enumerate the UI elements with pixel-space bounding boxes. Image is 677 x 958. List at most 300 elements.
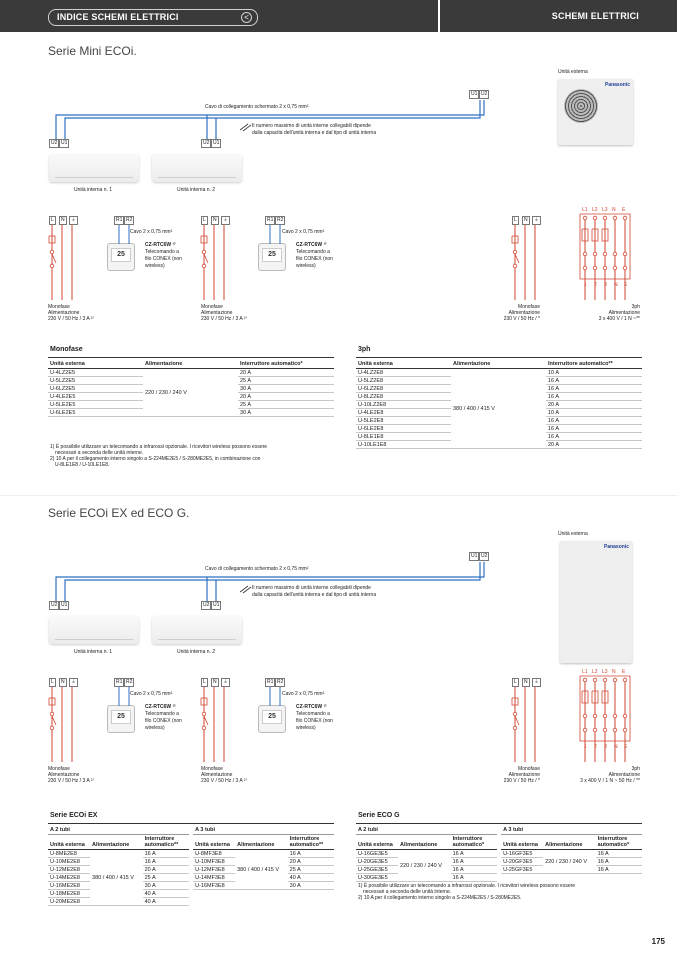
fuse-icon: [582, 229, 588, 241]
col-header: Unità esterna: [48, 360, 143, 369]
breaker-cell: 16 A: [451, 874, 497, 882]
ph3-node: [583, 216, 587, 220]
ph3-node: [613, 678, 617, 682]
ph3-number-label: 1: [584, 744, 587, 750]
ph3-table: [356, 360, 642, 449]
indoor2-terminal-earth: ⏚: [223, 679, 229, 685]
unit-cell: U-10LE1E8: [356, 441, 451, 449]
header-divider: [438, 0, 440, 32]
footnote-1b: necessari a seconda delle unità interne.: [55, 450, 144, 456]
max-units-note: dalla capacità dell'unità interna e dal tipo di unità interna: [252, 592, 377, 598]
indoor2-terminal-l: L: [203, 679, 206, 685]
col-header: Unità esterna: [501, 835, 543, 850]
terminal-r1: R1: [267, 217, 274, 223]
indoor2-power-label: Alimentazione: [201, 310, 233, 316]
unit-cell: U-30GE3E5: [356, 874, 398, 882]
breaker-icon: [201, 236, 207, 243]
indoor1-power-label: 230 V / 50 Hz / 3 A ²⁾: [48, 316, 94, 322]
indoor2-power-label: Alimentazione: [201, 772, 233, 778]
ph3-node: [583, 266, 587, 270]
unit-cell: U-10LZ2E8: [356, 401, 451, 409]
index-title: INDICE SCHEMI ELETTRICI: [57, 12, 179, 22]
empty-cell: [193, 898, 334, 906]
power-cell: 220 / 230 / 240 V: [143, 369, 238, 417]
unit-cell: U-10ME2E8: [48, 858, 90, 866]
breaker-icon: [201, 698, 207, 705]
indoor2-terminal-earth: ⏚: [223, 217, 229, 223]
breaker-cell: 30 A: [238, 409, 334, 417]
terminal-u2: U2: [203, 602, 210, 608]
switch-icon: [204, 254, 208, 263]
unit-cell: U-5LE2E5: [48, 401, 143, 409]
ph3-node: [603, 728, 607, 732]
ph3-node: [603, 678, 607, 682]
indoor1-power-label: Monofase: [48, 304, 70, 310]
unit-cell: U-20ME2E8: [48, 898, 90, 906]
breaker-icon: [512, 698, 518, 705]
ph3-node: [593, 678, 597, 682]
outdoor-mono-power-label: Monofase: [518, 766, 540, 772]
ph3-terminal-label: L1: [582, 207, 588, 213]
terminal-r2: R2: [126, 679, 133, 685]
power-cell: 380 / 400 / 415 V: [90, 850, 143, 906]
unit-cell: U-8LZ2E8: [356, 393, 451, 401]
ph3-number-label: E: [624, 744, 628, 750]
g-table: [356, 826, 642, 882]
break-mark: [243, 125, 251, 131]
switch-icon: [204, 716, 208, 725]
footnote-1b: necessari a seconda delle unità interne.: [363, 889, 452, 895]
col-header: Interruttore automatico**: [143, 835, 189, 850]
ph3-node: [613, 714, 617, 718]
terminal-u2: U2: [51, 140, 58, 146]
ph3-node: [583, 728, 587, 732]
unit-cell: U-6LE2E8: [356, 425, 451, 433]
fuse-icon: [592, 229, 598, 241]
unit-cell: U-10MF3E8: [193, 858, 235, 866]
ph3-terminal-label: N: [612, 669, 616, 675]
mono-table-title: Monofase: [50, 346, 83, 353]
ph3-node: [613, 216, 617, 220]
remote-desc: Telecomando a: [296, 249, 330, 255]
indoor2-power-label: 230 V / 50 Hz / 3 A ²⁾: [201, 316, 247, 322]
empty-cell: [501, 874, 642, 882]
unit-cell: U-8LE1E8: [356, 433, 451, 441]
break-mark: [240, 586, 248, 592]
col-header: Alimentazione: [235, 835, 288, 850]
unit-cell: U-16GF3E5: [501, 850, 543, 858]
terminal-r2: R2: [277, 217, 284, 223]
page-number: 175: [651, 937, 665, 946]
terminal-u1: U1: [213, 140, 220, 146]
outdoor-3ph-power-label: Alimentazione: [608, 772, 640, 778]
remote-desc: Telecomando a: [145, 711, 179, 717]
breaker-cell: 20 A: [143, 866, 189, 874]
external-unit-label: Unità esterna: [558, 69, 588, 75]
indoor-unit-1-image: [49, 616, 139, 644]
ex-table-title: Serie ECOi EX: [50, 812, 98, 819]
outdoor-3ph-power-label: 3 x 400 V / 1 N ~ 50 Hz / **: [580, 778, 640, 784]
col-header: Alimentazione: [143, 360, 238, 369]
col-header: Alimentazione: [543, 835, 596, 850]
diagram-title: Serie ECOi EX ed ECO G.: [48, 506, 190, 520]
ph3-node: [603, 216, 607, 220]
indoor1-terminal-l: L: [51, 679, 54, 685]
break-mark: [243, 587, 251, 593]
group-header: A 3 tubi: [193, 826, 334, 835]
remote-display: 25: [111, 248, 131, 262]
indoor-unit-2-label: Unità interna n. 2: [177, 187, 216, 193]
outdoor-terminal-l: L: [514, 679, 517, 685]
terminal-u2: U2: [481, 91, 488, 97]
breaker-cell: 20 A: [238, 369, 334, 377]
indoor2-power-label: Monofase: [201, 766, 223, 772]
remote-cable-label: Cavo 2 x 0,75 mm²: [282, 691, 325, 697]
empty-cell: [193, 890, 334, 898]
ph3-node: [603, 252, 607, 256]
power-cell: 380 / 400 / 415 V: [235, 850, 288, 890]
remote-desc: filo CONEX (non: [296, 718, 333, 724]
switch-icon: [515, 716, 519, 725]
unit-cell: U-14MF3E8: [193, 874, 235, 882]
breaker-cell: 16 A: [596, 850, 642, 858]
ph3-table-title: 3ph: [358, 346, 371, 353]
ph3-number-label: 1: [584, 282, 587, 288]
ex-table-rule: [48, 823, 334, 824]
external-unit-label: Unità esterna: [558, 531, 588, 537]
remote-desc: filo CONEX (non: [145, 718, 182, 724]
breaker-cell: 16 A: [451, 858, 497, 866]
remote-display: 25: [111, 710, 131, 724]
indoor2-terminal-n: N: [213, 217, 217, 223]
unit-cell: U-5LZ2E8: [356, 377, 451, 385]
unit-cell: U-4LZ2E8: [356, 369, 451, 377]
remote-cable-label: Cavo 2 x 0,75 mm²: [282, 229, 325, 235]
remote-name: CZ-RTC6W ¹⁾: [296, 704, 327, 710]
ph3-node: [583, 714, 587, 718]
unit-cell: U-16MF3E8: [193, 882, 235, 890]
terminal-u1: U1: [471, 553, 478, 559]
outdoor-unit-image: [560, 541, 632, 663]
footnote-2: 2) 10 A per il collegamento interno singolo a S-224ME2E5 / S-280ME2E5.: [358, 895, 522, 901]
fan-icon: [564, 89, 598, 123]
terminal-u2: U2: [203, 140, 210, 146]
breaker-cell: 20 A: [238, 393, 334, 401]
unit-cell: U-20GF3E5: [501, 858, 543, 866]
unit-cell: U-25GF3E5: [501, 866, 543, 874]
terminal-r2: R2: [126, 217, 133, 223]
terminal-u1: U1: [213, 602, 220, 608]
unit-cell: U-20GE3E5: [356, 858, 398, 866]
outdoor-mono-power-label: Alimentazione: [508, 772, 540, 778]
g-table-title: Serie ECO G: [358, 812, 400, 819]
indoor-unit-2-label: Unità interna n. 2: [177, 649, 216, 655]
ph3-node: [623, 216, 627, 220]
outdoor-terminal-earth: ⏚: [534, 679, 540, 685]
breaker-cell: 20 A: [546, 401, 642, 409]
unit-cell: U-8MF3E8: [193, 850, 235, 858]
ph3-node: [593, 252, 597, 256]
brand-logo: Panasonic: [603, 544, 629, 550]
breaker-cell: 10 A: [546, 409, 642, 417]
col-header: Interruttore automatico**: [546, 360, 642, 369]
terminal-u1: U1: [61, 140, 68, 146]
remote-display: 25: [262, 710, 282, 724]
fuse-icon: [602, 691, 608, 703]
indoor-unit-2-image: [152, 616, 242, 644]
ph3-node: [583, 252, 587, 256]
switch-node: [513, 712, 517, 716]
indoor2-power-label: 230 V / 50 Hz / 3 A ²⁾: [201, 778, 247, 784]
ph3-terminal-label: L1: [582, 669, 588, 675]
outdoor-3ph-power-label: 3ph: [631, 766, 640, 772]
switch-node: [50, 726, 54, 730]
col-header: Interruttore automatico*: [238, 360, 334, 369]
table-row: [356, 850, 642, 858]
terminal-r1: R1: [116, 679, 123, 685]
remote-control-image: [258, 243, 286, 271]
breaker-cell: 16 A: [546, 433, 642, 441]
switch-node: [202, 264, 206, 268]
power-cell: 220 / 230 / 240 V: [543, 850, 596, 874]
mono-table: [48, 360, 334, 417]
remote-desc: wireless): [145, 263, 165, 269]
ph3-node: [603, 714, 607, 718]
footnote-1a: 1) È possibile utilizzare un telecomando a infrarossi opzionale. I ricevitori wireless possono essere: [358, 883, 576, 889]
outdoor-terminal-n: N: [524, 679, 528, 685]
breaker-icon: [49, 236, 55, 243]
ex-table: [48, 826, 334, 906]
remote-cable-label: Cavo 2 x 0,75 mm²: [130, 691, 173, 697]
indoor-unit-1-label: Unità interna n. 1: [74, 649, 113, 655]
switch-icon: [515, 254, 519, 263]
break-mark: [240, 124, 248, 130]
switch-node: [202, 726, 206, 730]
outdoor-terminal-n: N: [524, 217, 528, 223]
unit-cell: U-4LZ2E5: [48, 369, 143, 377]
ph3-number-label: 2: [594, 282, 597, 288]
indoor2-power-label: Monofase: [201, 304, 223, 310]
unit-cell: U-5LZ2E5: [48, 377, 143, 385]
terminal-r1: R1: [116, 217, 123, 223]
breaker-cell: 16 A: [546, 417, 642, 425]
ph3-node: [623, 252, 627, 256]
cable-label: Cavo di collegamento schermato 2 x 0,75 mm²: [205, 104, 309, 110]
outdoor-mono-power-label: 230 V / 50 Hz / *: [503, 316, 540, 322]
remote-name: CZ-RTC6W ¹⁾: [296, 242, 327, 248]
ph3-number-label: N: [614, 744, 618, 750]
outdoor-3ph-power-label: 3 x 400 V / 1 N ~**: [598, 316, 640, 322]
indoor1-terminal-earth: ⏚: [71, 217, 77, 223]
ph3-node: [623, 714, 627, 718]
ph3-node: [593, 216, 597, 220]
outdoor-terminal-l: L: [514, 217, 517, 223]
breaker-icon: [512, 236, 518, 243]
unit-cell: U-5LE2E8: [356, 417, 451, 425]
remote-display: 25: [262, 248, 282, 262]
unit-cell: U-4LE2E8: [356, 409, 451, 417]
group-header: A 3 tubi: [501, 826, 642, 835]
col-header: Unità esterna: [48, 835, 90, 850]
remote-name: CZ-RTC6W ¹⁾: [145, 704, 176, 710]
section-title: SCHEMI ELETTRICI: [551, 11, 639, 21]
breaker-cell: 16 A: [596, 858, 642, 866]
breaker-cell: 10 A: [546, 369, 642, 377]
table-row: [48, 850, 334, 858]
outdoor-3ph-power-label: 3ph: [631, 304, 640, 310]
breaker-cell: 30 A: [143, 882, 189, 890]
ph3-node: [613, 266, 617, 270]
col-header: Alimentazione: [451, 360, 546, 369]
col-header: Unità esterna: [356, 360, 451, 369]
outdoor-3ph-power-label: Alimentazione: [608, 310, 640, 316]
table-row: [356, 369, 642, 377]
group-header: A 2 tubi: [48, 826, 189, 835]
group-header: A 2 tubi: [356, 826, 497, 835]
remote-control-image: [107, 243, 135, 271]
ph3-terminal-label: N: [612, 207, 616, 213]
breaker-cell: 40 A: [143, 898, 189, 906]
unit-cell: U-14ME2E8: [48, 874, 90, 882]
terminal-u1: U1: [471, 91, 478, 97]
terminal-u2: U2: [481, 553, 488, 559]
footnote: [50, 444, 267, 468]
unit-cell: U-16ME2E8: [48, 882, 90, 890]
col-header: Alimentazione: [90, 835, 143, 850]
ph3-terminal-label: L2: [592, 207, 598, 213]
col-header: Alimentazione: [398, 835, 451, 850]
indoor1-power-label: Alimentazione: [48, 310, 80, 316]
section-divider: [0, 495, 677, 496]
remote-name: CZ-RTC6W ¹⁾: [145, 242, 176, 248]
switch-node: [513, 250, 517, 254]
outdoor-terminal-earth: ⏚: [534, 217, 540, 223]
ph3-node: [623, 678, 627, 682]
breaker-cell: 16 A: [288, 850, 334, 858]
breaker-cell: 16 A: [143, 850, 189, 858]
unit-cell: U-6LZ2E5: [48, 385, 143, 393]
back-icon[interactable]: <: [241, 12, 252, 23]
ph3-node: [623, 728, 627, 732]
breaker-cell: 16 A: [546, 385, 642, 393]
col-header: Interruttore automatico**: [288, 835, 334, 850]
power-cell: 220 / 230 / 240 V: [398, 850, 451, 882]
ph3-terminal-label: E: [622, 669, 626, 675]
footnote-2b: U-8LE1E8 / U-10LE1E8.: [55, 462, 110, 468]
remote-control-image: [258, 705, 286, 733]
breaker-cell: 16 A: [596, 866, 642, 874]
terminal-r1: R1: [267, 679, 274, 685]
brand-logo: Panasonic: [604, 82, 630, 88]
switch-node: [202, 712, 206, 716]
unit-cell: U-12MF3E8: [193, 866, 235, 874]
g-table-rule: [356, 823, 642, 824]
footnote: [358, 883, 575, 901]
unit-cell: U-12ME2E8: [48, 866, 90, 874]
max-units-note: dalla capacità dell'unità interna e dal tipo di unità interna: [252, 130, 377, 136]
outdoor-unit-image: [558, 79, 633, 145]
ph3-node: [593, 266, 597, 270]
switch-node: [50, 264, 54, 268]
indoor-unit-1-image: [49, 154, 139, 182]
ph3-node: [603, 266, 607, 270]
footnote-2a: 2) 10 A per il collegamento interno singolo a S-224ME2E5 / S-280ME2E5, in combinazione con: [50, 456, 261, 462]
breaker-cell: 25 A: [238, 401, 334, 409]
breaker-cell: 16 A: [143, 858, 189, 866]
col-header: Unità esterna: [356, 835, 398, 850]
ph3-number-label: N: [614, 282, 618, 288]
remote-desc: wireless): [296, 263, 316, 269]
breaker-icon: [49, 698, 55, 705]
breaker-cell: 16 A: [546, 377, 642, 385]
ph3-terminal-label: E: [622, 207, 626, 213]
breaker-cell: 25 A: [143, 874, 189, 882]
terminal-r2: R2: [277, 679, 284, 685]
indoor1-power-label: Alimentazione: [48, 772, 80, 778]
unit-cell: U-25GE3E5: [356, 866, 398, 874]
diagram-title: Serie Mini ECOi.: [48, 44, 137, 58]
outdoor-mono-power-label: Monofase: [518, 304, 540, 310]
col-header: Interruttore automatico*: [596, 835, 642, 850]
indoor1-terminal-n: N: [61, 217, 65, 223]
unit-cell: U-8ME2E8: [48, 850, 90, 858]
switch-node: [202, 250, 206, 254]
power-cell: 380 / 400 / 415 V: [451, 369, 546, 449]
switch-icon: [52, 716, 56, 725]
fuse-icon: [582, 691, 588, 703]
switch-node: [513, 726, 517, 730]
indoor-unit-1-label: Unità interna n. 1: [74, 187, 113, 193]
ph3-terminal-label: L3: [602, 669, 608, 675]
terminal-u2: U2: [51, 602, 58, 608]
remote-desc: Telecomando a: [296, 711, 330, 717]
fuse-icon: [602, 229, 608, 241]
index-link[interactable]: [48, 9, 258, 26]
indoor1-terminal-l: L: [51, 217, 54, 223]
ph3-table-rule: [356, 357, 642, 358]
table-row: [48, 369, 334, 377]
unit-cell: U-6LE2E5: [48, 409, 143, 417]
unit-cell: U-18ME2E8: [48, 890, 90, 898]
mono-table-rule: [48, 357, 334, 358]
remote-control-image: [107, 705, 135, 733]
fuse-icon: [592, 691, 598, 703]
remote-desc: filo CONEX (non: [296, 256, 333, 262]
unit-cell: U-4LE2E5: [48, 393, 143, 401]
ph3-node: [613, 252, 617, 256]
ph3-number-label: 3: [604, 744, 607, 750]
ph3-node: [623, 266, 627, 270]
ph3-number-label: E: [624, 282, 628, 288]
ph3-terminal-label: L3: [602, 207, 608, 213]
breaker-cell: 25 A: [288, 866, 334, 874]
ph3-node: [613, 728, 617, 732]
max-units-note: Il numero massimo di unità interne collegabili dipende: [252, 123, 371, 129]
ph3-node: [593, 728, 597, 732]
unit-cell: U-6LZ2E8: [356, 385, 451, 393]
indoor2-terminal-n: N: [213, 679, 217, 685]
unit-cell: U-16GE3E5: [356, 850, 398, 858]
breaker-cell: 20 A: [288, 858, 334, 866]
breaker-cell: 25 A: [238, 377, 334, 385]
ph3-block-outline: [580, 676, 630, 741]
ph3-number-label: 2: [594, 744, 597, 750]
switch-icon: [52, 254, 56, 263]
ph3-node: [593, 714, 597, 718]
ph3-terminal-label: L2: [592, 669, 598, 675]
breaker-cell: 30 A: [288, 882, 334, 890]
breaker-cell: 40 A: [288, 874, 334, 882]
